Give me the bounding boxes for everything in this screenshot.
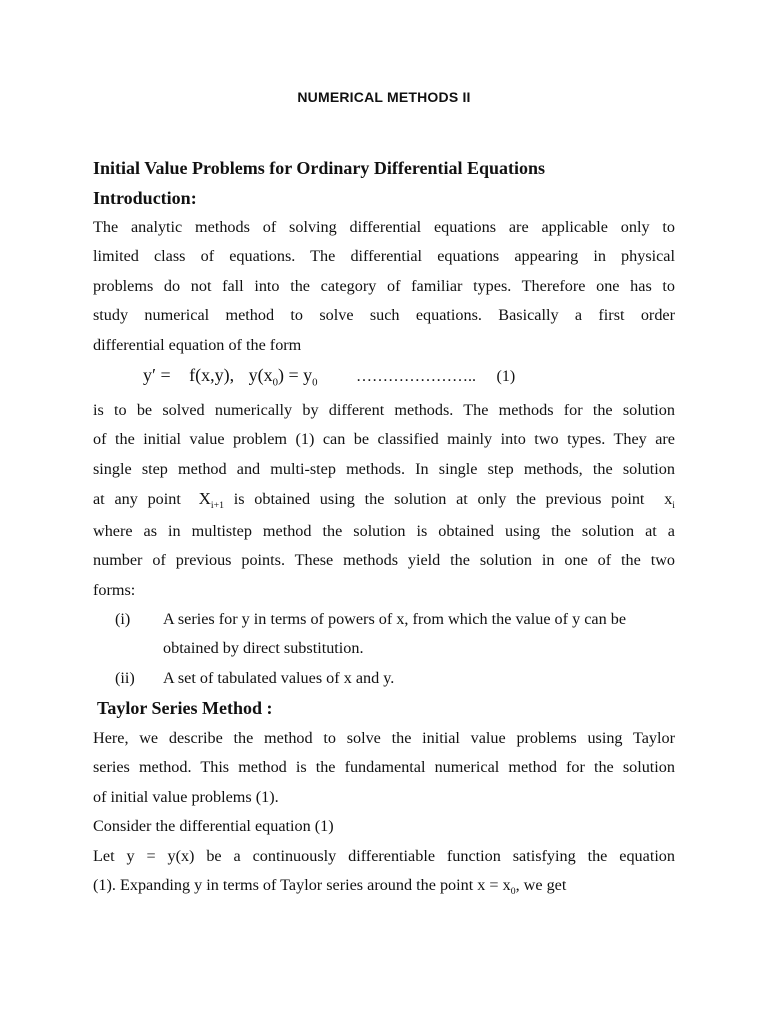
- list-item-text: A set of tabulated values of x and y.: [163, 669, 395, 687]
- text-line: where as in multistep method the solution is obtained using the solution at a: [93, 522, 675, 540]
- text-line-point: at any point $X_{i+1}$ is obtained using the solution at only the previous point $x_i$: [93, 489, 675, 512]
- text-line: of the initial value problem (1) can be classified mainly into two types. They are: [93, 430, 675, 449]
- classification-paragraph: [93, 396, 675, 521]
- eq-number: (1): [496, 368, 516, 385]
- eq-dots: …………………..: [356, 368, 477, 385]
- eq-initial-condition: $y(x_0) = y_0$: [248, 365, 318, 389]
- intro-paragraph: [93, 213, 675, 360]
- text-line: Here, we describe the method to solve the initial value problems using Taylor: [93, 729, 675, 747]
- list-item-text: A series for y in terms of powers of x, from which the value of y can be: [163, 610, 627, 628]
- list-item-number: (i): [115, 610, 131, 628]
- text-line: limited class of equations. The differential equations appearing in physical: [93, 247, 675, 266]
- list-item-number: (ii): [115, 669, 135, 687]
- text-line: differential equation of the form: [93, 335, 302, 354]
- text-line: is to be solved numerically by different methods. The methods for the solution: [93, 401, 675, 419]
- text-line: The analytic methods of solving differential equations are applicable only to: [93, 218, 675, 236]
- text-line: forms:: [93, 580, 136, 599]
- intro-heading: Introduction:: [93, 188, 197, 208]
- text-line: single step method and multi-step methods. In single step methods, the solution: [93, 459, 675, 478]
- multistep-paragraph: [93, 517, 675, 605]
- text-line-expansion: (1). Expanding y in terms of Taylor series around the point $x = x_0$, we get: [93, 876, 567, 898]
- text-line: Consider the differential equation (1): [93, 817, 334, 836]
- text-line: of initial value problems (1).: [93, 787, 279, 806]
- list-item-text: obtained by direct substitution.: [163, 639, 364, 657]
- eq-rhs-f: f(x,y),: [189, 365, 235, 385]
- text-line: series method. This method is the fundamental numerical method for the solution: [93, 758, 675, 777]
- text-line: Let y = y(x) be a continuously differentiable function satisfying the equation: [93, 846, 675, 865]
- page-header: NUMERICAL METHODS II: [297, 89, 471, 105]
- text-line: number of previous points. These methods yield the solution in one of the two: [93, 551, 675, 570]
- equation-1: [143, 365, 515, 389]
- text-line: study numerical method to solve such equations. Basically a first order: [93, 306, 675, 325]
- taylor-heading: Taylor Series Method :: [97, 698, 273, 718]
- eq-lhs: y′ =: [143, 365, 171, 385]
- text-line: problems do not fall into the category of familiar types. Therefore one has to: [93, 276, 675, 295]
- taylor-paragraph: [93, 724, 675, 907]
- section-title: Initial Value Problems for Ordinary Differential Equations: [93, 158, 546, 178]
